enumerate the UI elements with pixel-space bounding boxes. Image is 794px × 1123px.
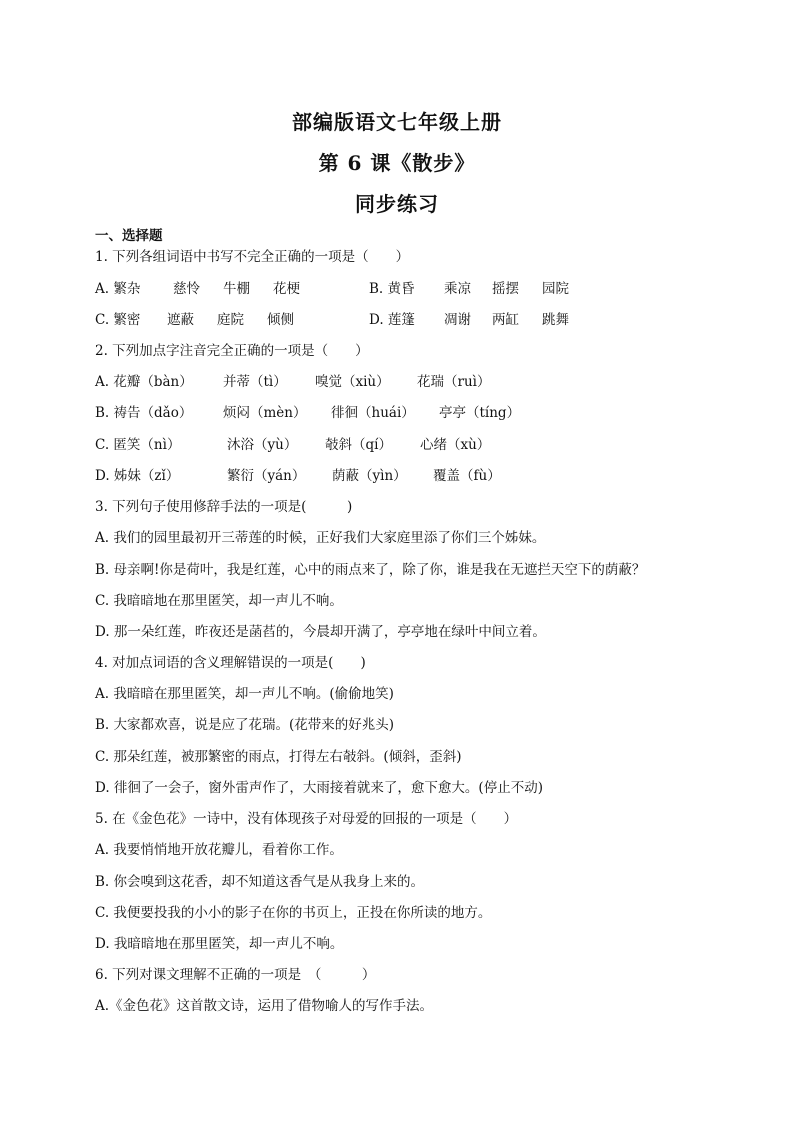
q3-option-d: D. 那一朵红莲，昨夜还是菡萏的，今晨却开满了，亭亭地在绿叶中间立着。 [95,624,546,640]
q1-d-word3: 两缸 [492,312,519,328]
q2-b-item3: 徘徊（huái） [331,405,415,421]
q1-stem: 1. 下列各组词语中书写不完全正确的一项是（ ） [95,249,410,265]
q2-d-item2: 繁衍（yán） [227,468,306,484]
q1-option-c [95,311,317,329]
q2-a-item3: 嗅觉（xiù） [315,374,390,390]
q2-c-item3: 攲斜（qí） [325,437,392,453]
q2-option-d [95,467,523,485]
q5-option-d: D. 我暗暗地在那里匿笑，却一声儿不响。 [95,936,344,952]
q5-option-c: C. 我便要投我的小小的影子在你的书页上，正投在你所读的地方。 [95,905,492,921]
q1-d-word1: D. 莲篷 [369,312,415,328]
q1-d-word2: 凋谢 [444,312,471,328]
q2-b-item4: 亭亭（tíng） [439,405,521,421]
q4-option-a: A. 我暗暗在那里匿笑，却一声儿不响。(偷偷地笑) [95,686,394,702]
q1-d-word4: 跳舞 [542,312,569,328]
section-heading: 一、选择题 [95,228,163,244]
q3-option-c: C. 我暗暗地在那里匿笑，却一声儿不响。 [95,593,343,609]
q2-b-item1: B. 祷告（dǎo） [95,405,193,421]
q3-option-b: B. 母亲啊!你是荷叶，我是红莲，心中的雨点来了，除了你，谁是我在无遮拦天空下的荫蔽？ [95,562,646,578]
q6-option-a: A.《金色花》这首散文诗，运用了借物喻人的写作手法。 [95,998,434,1014]
q1-a-word4: 花梗 [273,281,300,297]
q1-c-word3: 庭院 [217,312,244,328]
q5-option-b: B. 你会嗅到这花香，却不知道这香气是从我身上来的。 [95,874,425,890]
q3-stem: 3. 下列句子使用修辞手法的一项是( ) [95,499,353,515]
q5-stem: 5. 在《金色花》一诗中，没有体现孩子对母爱的回报的一项是（ ） [95,811,518,827]
q4-option-d: D. 徘徊了一会子，窗外雷声作了，大雨接着就来了，愈下愈大。(停止不动) [95,780,543,796]
q3-option-a: A. 我们的园里最初开三蒂莲的时候，正好我们大家庭里添了你们三个姊妹。 [95,530,546,546]
q1-b-word3: 摇摆 [492,281,519,297]
q1-option-a [95,280,323,298]
q1-option-d [369,311,592,329]
q2-d-item3: 荫蔽（yìn） [332,468,407,484]
q2-option-a [95,373,507,391]
q2-b-item2: 烦闷（mèn） [223,405,307,421]
lesson-title: 第 6 课《散步》 [318,151,476,175]
q1-b-word2: 乘凉 [444,281,471,297]
q2-c-item2: 沐浴（yù） [227,437,298,453]
q4-option-b: B. 大家都欢喜，说是应了花瑞。(花带来的好兆头) [95,717,395,733]
q1-b-word4: 园院 [542,281,569,297]
q4-option-c: C. 那朵红莲，被那繁密的雨点，打得左右攲斜。(倾斜，歪斜) [95,749,462,765]
q2-a-item2: 并蒂（tì） [223,374,287,390]
q2-c-item1: C. 匿笑（nì） [95,437,181,453]
q1-a-word3: 牛棚 [223,281,250,297]
q2-a-item1: A. 花瓣（bàn） [95,374,193,390]
q2-option-c [95,436,510,454]
q2-option-b [95,404,529,422]
q1-a-word1: A. 繁杂 [95,281,141,297]
q5-option-a: A. 我要悄悄地开放花瓣儿，看着你工作。 [95,842,343,858]
document-title: 部编版语文七年级上册 [292,110,502,134]
exercise-subtitle: 同步练习 [355,192,439,216]
q1-b-word1: B. 黄昏 [369,281,415,297]
q2-c-item4: 心绪（xù） [420,437,491,453]
q6-stem: 6. 下列对课文理解不正确的一项是 （ ） [95,967,376,983]
q2-stem: 2. 下列加点字注音完全正确的一项是（ ） [95,343,369,359]
q2-d-item1: D. 姊妹（zǐ） [95,468,180,484]
q1-c-word1: C. 繁密 [95,312,141,328]
q1-c-word2: 遮蔽 [167,312,194,328]
q1-a-word2: 慈怜 [173,281,200,297]
q1-option-b [369,280,592,298]
q2-a-item4: 花瑞（ruì） [417,374,491,390]
q1-c-word4: 倾侧 [267,312,294,328]
q2-d-item4: 覆盖（fù） [433,468,501,484]
q4-stem: 4. 对加点词语的含义理解错误的一项是( ) [95,655,366,671]
